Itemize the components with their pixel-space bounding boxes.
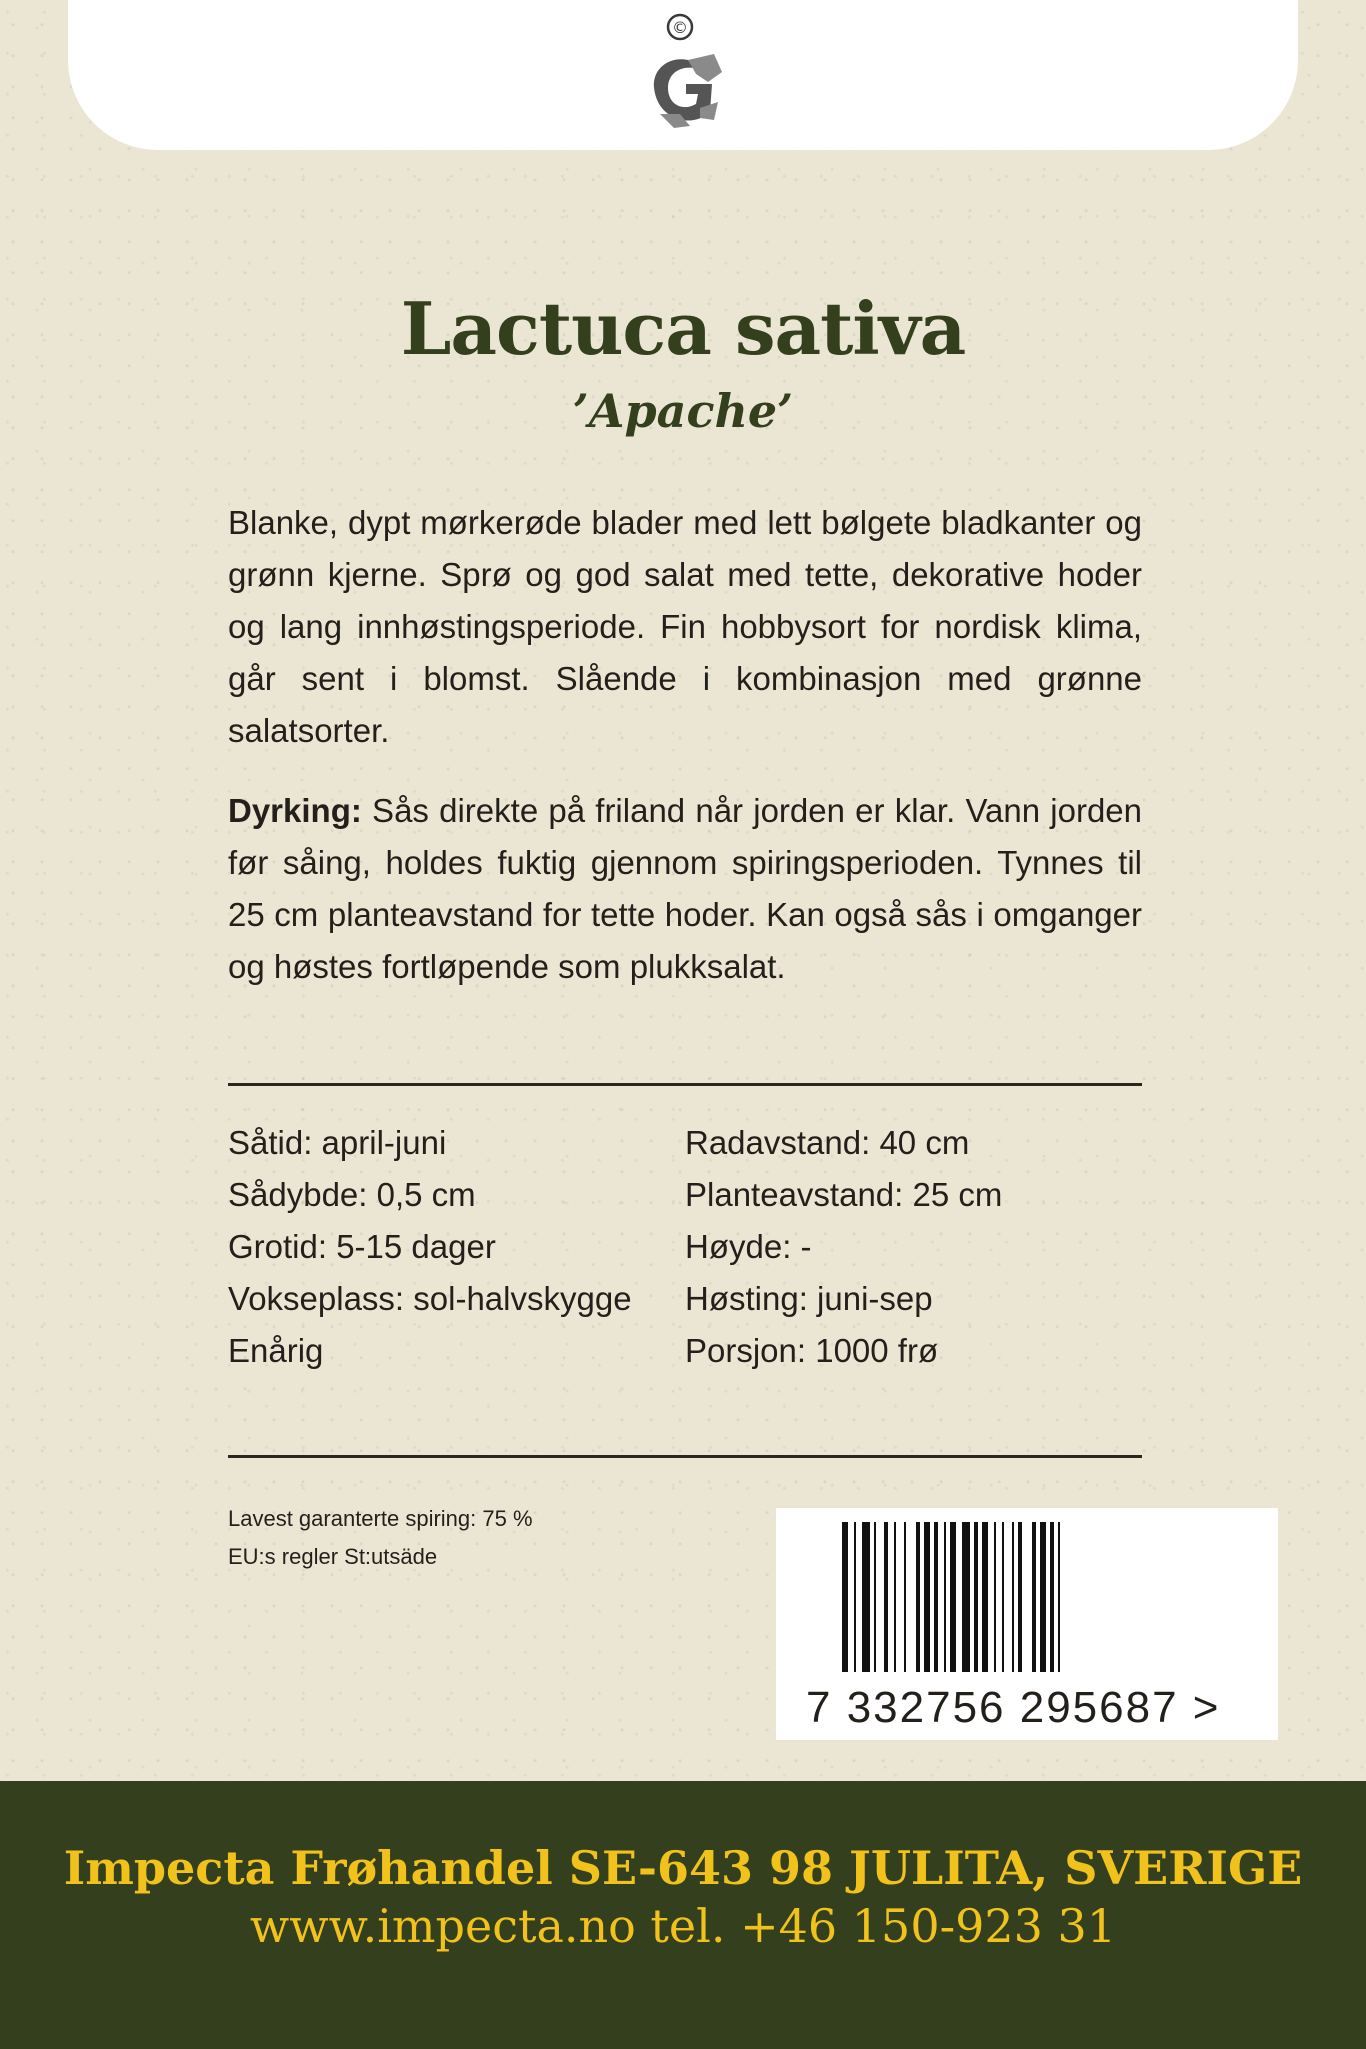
barcode-bar (1002, 1522, 1004, 1672)
barcode (776, 1508, 1278, 1740)
barcode-bar (994, 1522, 996, 1672)
barcode-bars (838, 1522, 1218, 1672)
fact-life-cycle: Enårig (228, 1332, 324, 1369)
cultivation-label: Dyrking: (228, 792, 362, 829)
fact-height: Høyde: - (685, 1228, 812, 1265)
impecta-logo-icon (630, 10, 730, 145)
fact-row-spacing: Radavstand: 40 cm (685, 1124, 970, 1161)
fact-harvest: Høsting: juni-sep (685, 1280, 933, 1317)
barcode-bar (1058, 1522, 1060, 1672)
barcode-bar (862, 1522, 870, 1672)
cultivation-text: Sås direkte på friland når jorden er klar. Vann jorden før såing, holdes fuktig gjennom spiringsperioden. Tynnes til 25 cm planteavstand for tette hoder. Kan også sås i omganger og høstes fortløpende som plukksalat. (228, 792, 1142, 985)
fact-plant-spacing: Planteavstand: 25 cm (685, 1176, 1003, 1213)
fact-sowing-depth: Sådybde: 0,5 cm (228, 1176, 476, 1213)
variety-description: Blanke, dypt mørkerøde blader med lett bølgete bladkanter og grønn kjerne. Sprø og god salat med tette, dekorative hoder og lang innhøstingsperiode. Fin hobbysort for nordisk klima, går sent i blomst. Slående i kombinasjon med grønne salatsorter. (228, 504, 1142, 749)
germination-guarantee: Lavest garanterte spiring: 75 % (228, 1506, 533, 1531)
copyright-symbol: © (672, 18, 688, 37)
barcode-bar (924, 1522, 930, 1672)
footer-band (0, 1781, 1366, 2049)
divider-top (228, 1083, 1142, 1086)
barcode-bar (1018, 1522, 1022, 1672)
barcode-bar (1050, 1522, 1054, 1672)
barcode-bar (974, 1522, 978, 1672)
barcode-bar (1040, 1522, 1046, 1672)
barcode-bar (884, 1522, 888, 1672)
barcode-bar (904, 1522, 906, 1672)
barcode-bar (1012, 1522, 1014, 1672)
barcode-bar (944, 1522, 946, 1672)
barcode-bar (1032, 1522, 1036, 1672)
barcode-bar (962, 1522, 970, 1672)
barcode-bar (934, 1522, 938, 1672)
fact-germination-time: Grotid: 5-15 dager (228, 1228, 496, 1265)
cultivar-name: ’Apache’ (572, 384, 794, 438)
barcode-bar (982, 1522, 988, 1672)
latin-name-title: Lactuca sativa (400, 286, 966, 371)
barcode-bar (874, 1522, 876, 1672)
eu-regulation-note: EU:s regler St:utsäde (228, 1544, 438, 1569)
barcode-number: 7 332756 295687 > (806, 1683, 1221, 1732)
barcode-bar (894, 1522, 896, 1672)
sowing-facts-left (228, 1117, 632, 1377)
sowing-facts-right (685, 1117, 1002, 1377)
fine-print (228, 1500, 533, 1576)
cultivation-instructions (228, 785, 1142, 993)
fact-portion: Porsjon: 1000 frø (685, 1332, 939, 1369)
barcode-bar (854, 1522, 856, 1672)
company-contact: www.impecta.no tel. +46 150-923 31 (249, 1899, 1117, 1953)
company-address: Impecta Frøhandel SE-643 98 JULITA, SVERIGE (63, 1841, 1303, 1895)
barcode-bar (842, 1522, 848, 1672)
barcode-bar (950, 1522, 956, 1672)
fact-growing-site: Vokseplass: sol-halvskygge (228, 1280, 632, 1317)
fact-sowing-time: Såtid: april-juni (228, 1124, 447, 1161)
divider-bottom (228, 1455, 1142, 1458)
barcode-bar (916, 1522, 920, 1672)
